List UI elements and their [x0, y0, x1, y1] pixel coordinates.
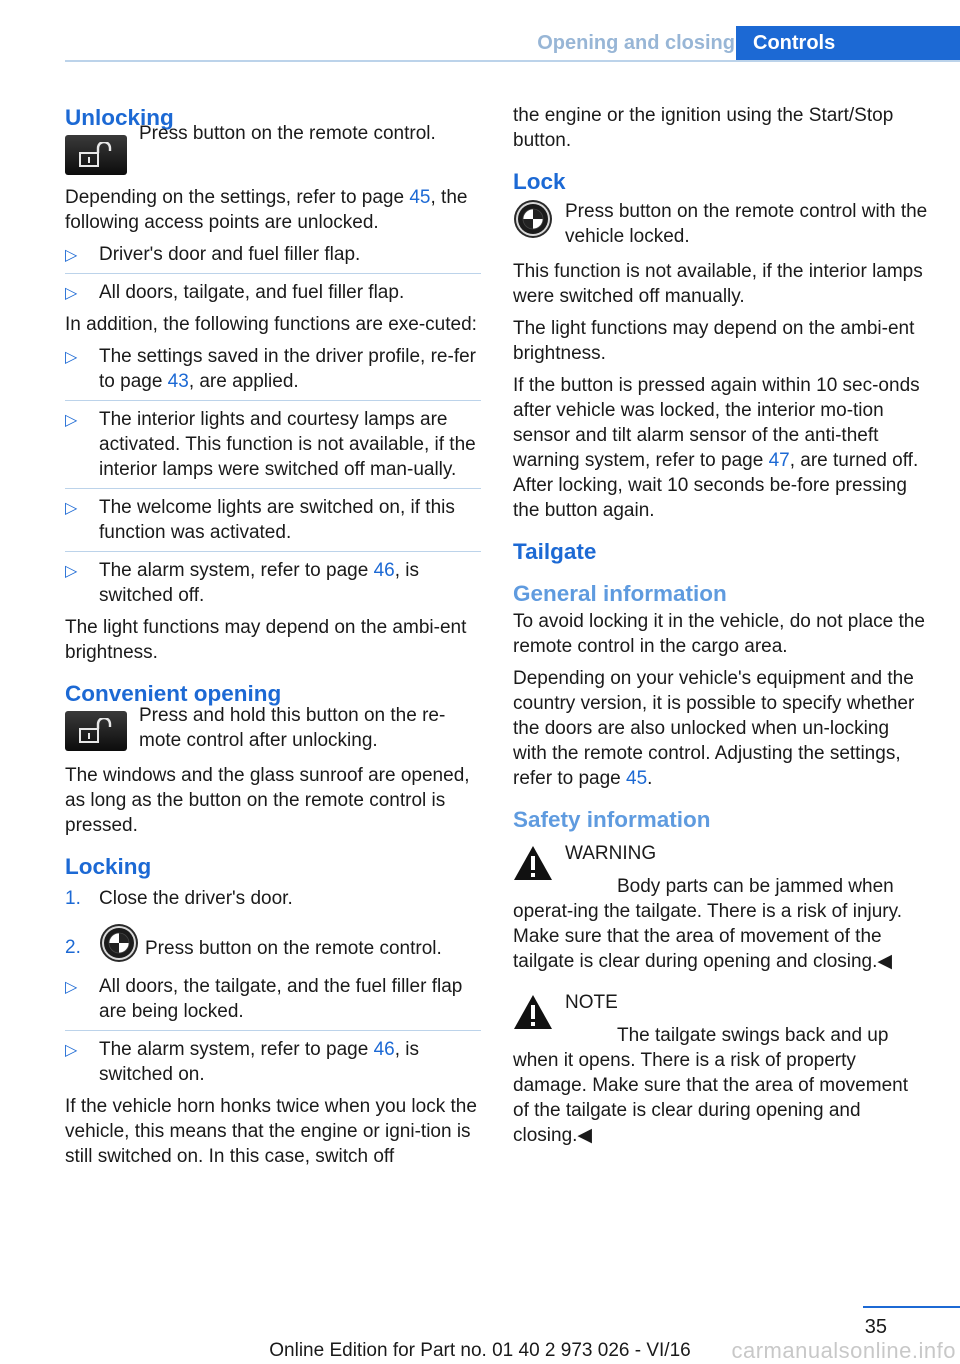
list-item: ▷ All doors, the tailgate, and the fuel filler flap are being locked. — [65, 974, 481, 1031]
warning-block — [513, 841, 928, 974]
left-column — [65, 103, 481, 1176]
list-item: ▷ The welcome lights are switched on, if this function was activated. — [65, 495, 481, 552]
lock-paragraph-1: This function is not available, if the interior lamps were switched off manually. — [513, 261, 923, 307]
unlock-button-icon — [65, 711, 127, 751]
list-item: ▷ All doors, tailgate, and fuel filler flap. — [65, 282, 405, 303]
bmw-logo-icon — [99, 923, 139, 963]
continued-text: the engine or the ignition using the Start/Stop button. — [513, 105, 894, 151]
horn-paragraph: If the vehicle horn honks twice when you lock the vehicle, this means that the engine or igni‐tion is still switched on. In this case, switch off — [65, 1096, 477, 1167]
page-link-47[interactable]: 47 — [768, 450, 790, 471]
light-functions-note: The light functions may depend on the ambi‐ent brightness. — [65, 617, 467, 663]
warning-text: Body parts can be jammed when operat‐ing the tailgate. There is a risk of injury. Make sure that the area of movement of the tailgate is clear during opening and closing.◀ — [513, 876, 902, 972]
heading-convenient-opening: Convenient opening — [65, 681, 282, 706]
unlock-button-icon — [65, 135, 127, 175]
header-rule — [65, 60, 960, 62]
heading-locking: Locking — [65, 854, 152, 879]
step-item: 1. Close the driver's door. — [65, 888, 293, 909]
locking-steps — [65, 886, 481, 967]
right-column — [513, 103, 928, 1148]
page-link-46[interactable]: 46 — [373, 560, 395, 581]
note-text: The tailgate swings back and up when it opens. There is a risk of property damage. Make sure that the area of movement of the tailgate is clear during opening and closing.◀ — [513, 1025, 908, 1146]
unlock-functions-list — [65, 344, 481, 608]
warning-triangle-icon — [513, 994, 553, 1030]
page-link-46[interactable]: 46 — [373, 1039, 395, 1060]
lock-button-row — [513, 199, 928, 249]
footer-rule — [863, 1306, 960, 1308]
warning-triangle-icon — [513, 845, 553, 881]
lock-paragraph-3: If the button is pressed again within 10 sec‐onds after vehicle was locked, the interior mo‐tion sensor and tilt alarm sensor of the anti-theft warning system, refer to page 47, are turned off. After locking, wait 10 seconds be‐fore pressing the button again. — [513, 375, 920, 521]
step-item: 2. Press button on the remote control. — [65, 929, 481, 967]
list-item: ▷ The alarm system, refer to page 46, is switched off. — [65, 560, 419, 606]
heading-unlocking: Unlocking — [65, 105, 174, 130]
heading-safety-information: Safety information — [513, 807, 711, 832]
unlock-button-text: Press button on the remote control. — [139, 123, 436, 144]
lock-paragraph-2: The light functions may depend on the ambi‐ent brightness. — [513, 318, 915, 364]
list-item: ▷ The settings saved in the driver profile, re‐fer to page 43, are applied. — [65, 344, 481, 401]
convenient-paragraph: The windows and the glass sunroof are opened, as long as the button on the remote control is pressed. — [65, 765, 470, 836]
watermark: carmanualsonline.info — [731, 1338, 956, 1363]
edition-footer: Online Edition for Part no. 01 40 2 973 026 - VI/16 — [269, 1340, 691, 1361]
unlocking-paragraph: Depending on the settings, refer to page 45, the following access points are unlocked. — [65, 187, 468, 233]
page-link-45[interactable]: 45 — [409, 187, 431, 208]
functions-intro: In addition, the following functions are exe‐cuted: — [65, 314, 477, 335]
lock-button-text: Press button on the remote control with the vehicle locked. — [565, 201, 928, 247]
note-block — [513, 990, 928, 1148]
running-header-section: Opening and closing — [537, 32, 735, 54]
list-item: ▷ Driver's door and fuel filler flap. — [65, 242, 481, 274]
page-number: 35 — [864, 1316, 887, 1338]
running-header-tab: Controls — [736, 26, 960, 62]
page-link-43[interactable]: 43 — [167, 371, 189, 392]
list-item: ▷ The interior lights and courtesy lamps are activated. This function is not available, if the interior lamps were switched off man‐ually. — [65, 407, 481, 489]
bmw-logo-icon — [513, 199, 553, 239]
unlock-access-list — [65, 242, 481, 305]
general-paragraph-1: To avoid locking it in the vehicle, do not place the remote control in the cargo area. — [513, 611, 925, 657]
warning-label: WARNING — [565, 843, 657, 864]
convenient-button-row — [65, 705, 481, 753]
unlock-button-row — [65, 123, 481, 175]
note-label: NOTE — [565, 992, 618, 1013]
locking-result-list — [65, 974, 481, 1087]
list-item: ▷ The alarm system, refer to page 46, is switched on. — [65, 1039, 419, 1085]
heading-general-information: General information — [513, 581, 727, 606]
general-paragraph-2: Depending on your vehicle's equipment and the country version, it is possible to specify whether the doors are also unlocked when un‐locking with the remote control. Adjusting the settings, refer to page 45. — [513, 668, 915, 789]
heading-lock: Lock — [513, 169, 566, 194]
page-link-45[interactable]: 45 — [626, 768, 648, 789]
heading-tailgate: Tailgate — [513, 539, 597, 564]
convenient-button-text: Press and hold this button on the re‐mote control after unlocking. — [139, 705, 446, 751]
